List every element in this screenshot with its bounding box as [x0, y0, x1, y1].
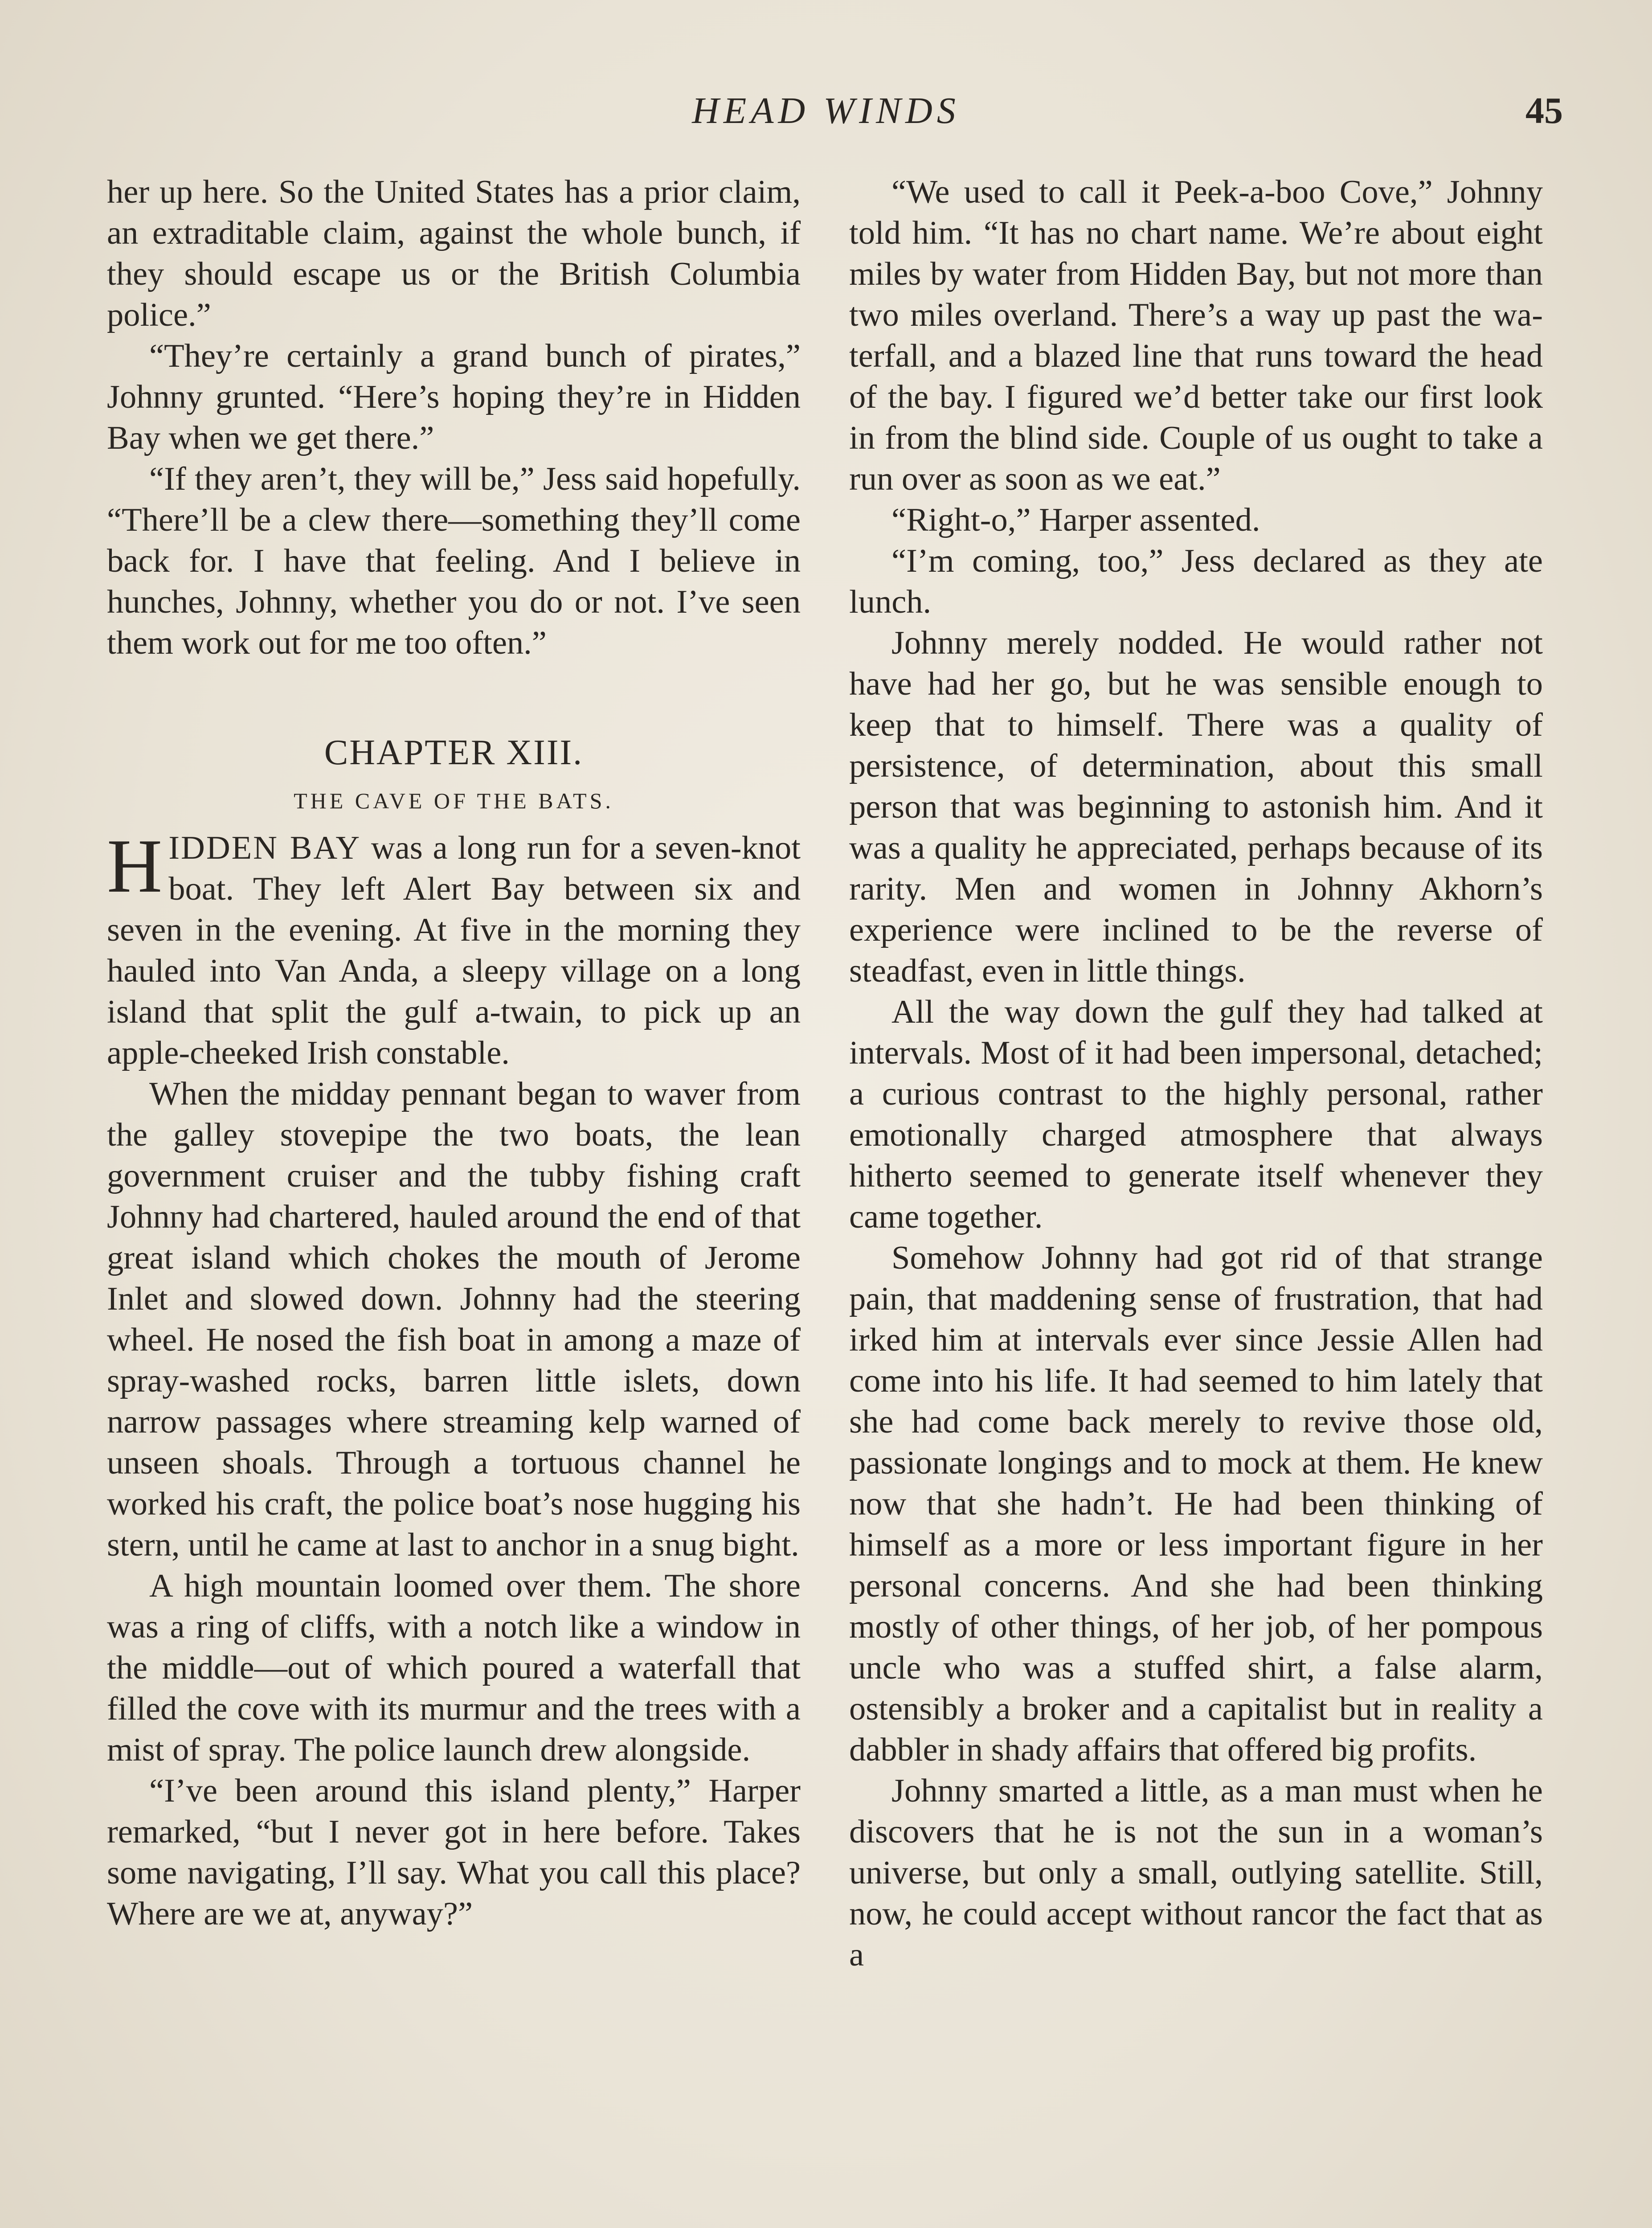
- running-title: HEAD WINDS: [692, 90, 960, 131]
- paragraph: “They’re certainly a grand bunch of pirates,” Johnny grunted. “Here’s hoping they’re in Hidden Bay when we get there.”: [107, 338, 801, 456]
- drop-cap: H: [107, 824, 163, 909]
- paragraph: Somehow Johnny had got rid of that strange pain, that maddening sense of frustration, that had irked him at intervals ever since Jessie Allen had come into his life. It had seemed to him lately that she had come back merely to revive those old, passionate longings and to mock at them. He knew now that she hadn’t. He had been thinking of himself as a more or less important figure in her personal concerns. And she had been thinking mostly of other things, of her job, of her pompous uncle who was a stuffed shirt, a false alarm, ostensibly a broker and a capitalist but in reality a dabbler in shady affairs that offered big profits.: [849, 1240, 1543, 1768]
- paragraph: Johnny merely nodded. He would rather not have had her go, but he was sensible enough to keep that to himself. There was a quality of persistence, of determination, about this small person that was beginning to astonish him. And it was a quality he appreciated, perhaps because of its rarity. Men and women in Johnny Akhorn’s experience were inclined to be the reverse of steadfast, even in little things.: [849, 625, 1543, 989]
- page-number: 45: [1525, 90, 1563, 131]
- right-column: [849, 172, 1543, 1975]
- paragraph: “If they aren’t, they will be,” Jess said hopefully. “There’ll be a clew there—something they’ll come back for. I have that feeling. And I believe in hunches, Johnny, whether you do or not. I’ve seen them work out for me too often.”: [107, 461, 801, 661]
- chapter-subtitle: THE CAVE OF THE BATS.: [294, 788, 614, 813]
- paragraph: “We used to call it Peek-a-boo Cove,” Johnny told him. “It has no chart name. We’re about eight miles by water from Hidden Bay, but not more than two miles overland. There’s a way up past the waterfall, and a blazed line that runs toward the head of the bay. I figured we’d better take our first look in from the blind side. Couple of us ought to take a run over as soon as we eat.”: [849, 174, 1543, 497]
- chapter-opening-paragraph: [107, 824, 801, 1073]
- paragraph-text: was a long run for a seven-knot boat. They left Alert Bay between six and seven in the evening. At five in the morning they hauled into Van Anda, a sleepy village on a long island that split the gulf a-twain, to pick up an apple-cheeked Irish constable.: [107, 830, 801, 1071]
- paragraph: “I’ve been around this island plenty,” Harper remarked, “but I never got in here before. Takes some navigating, I’ll say. What you call this place? Where are we at, anyway?”: [107, 1773, 801, 1932]
- left-column: [107, 172, 801, 1934]
- paragraph: “Right-o,” Harper assented.: [891, 502, 1260, 538]
- paragraph: her up here. So the United States has a prior claim, an extraditable claim, against the whole bunch, if they should escape us or the British Columbia police.”: [107, 174, 801, 333]
- paragraph: When the midday pennant began to waver from the galley stovepipe the two boats, the lean government cruiser and the tubby fishing craft Johnny had chartered, hauled around the end of that great island which chokes the mouth of Jerome Inlet and slowed down. Johnny had the steering wheel. He nosed the fish boat in among a maze of spray-washed rocks, barren little islets, down narrow passages where streaming kelp warned of unseen shoals. Through a tortuous channel he worked his craft, the police boat’s nose hugging his stern, until he came at last to anchor in a snug bight.: [107, 1076, 801, 1563]
- paragraph: All the way down the gulf they had talked at intervals. Most of it had been impersonal, detached; a curious contrast to the highly personal, rather emotionally charged atmosphere that always hitherto seemed to generate itself whenever they came together.: [849, 994, 1543, 1235]
- opening-words: IDDEN BAY: [168, 830, 361, 866]
- paragraph: “I’m coming, too,” Jess declared as they ate lunch.: [849, 543, 1543, 620]
- paragraph: Johnny smarted a little, as a man must when he discovers that he is not the sun in a woman’s universe, but only a small, outlying satellite. Still, now, he could accept without rancor the fact that as a: [849, 1773, 1543, 1973]
- chapter-heading: CHAPTER XIII.: [324, 733, 584, 772]
- paragraph: A high mountain loomed over them. The shore was a ring of cliffs, with a notch like a window in the middle—out of which poured a waterfall that filled the cove with its murmur and the trees with a mist of spray. The police launch drew alongside.: [107, 1568, 801, 1768]
